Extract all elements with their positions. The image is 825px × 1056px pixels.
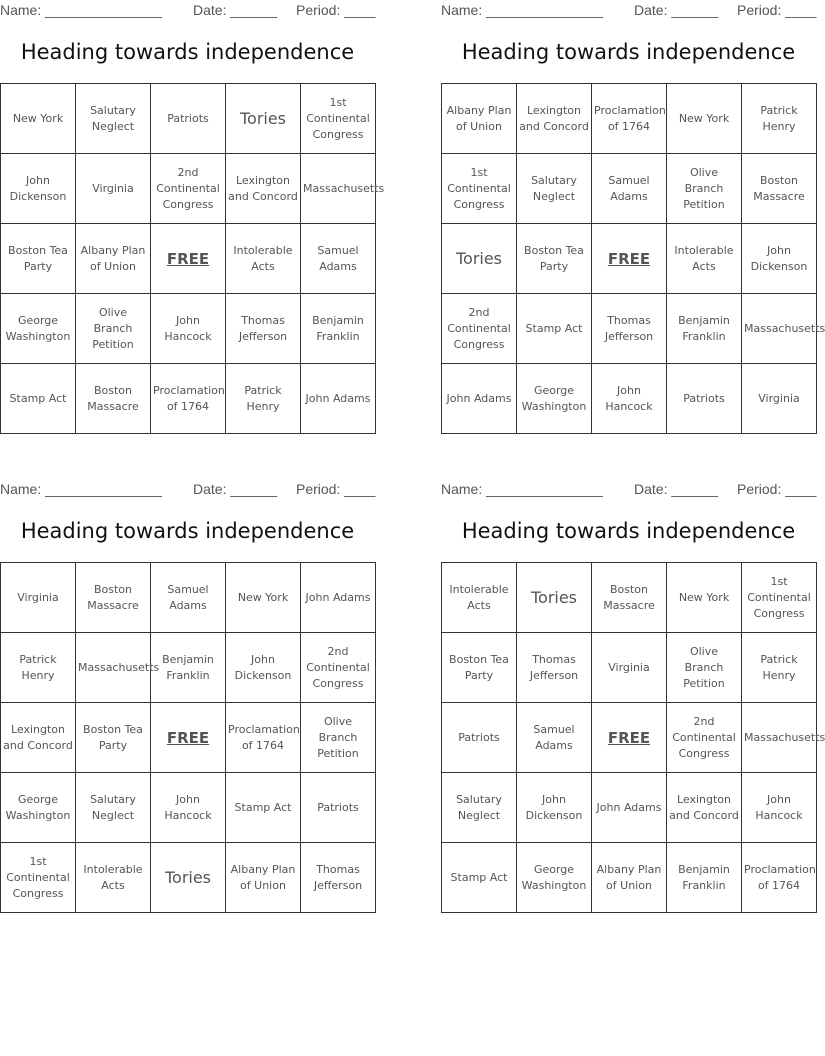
grid-row bbox=[1, 364, 376, 434]
bingo-cell: John Adams bbox=[592, 773, 667, 843]
grid-row bbox=[442, 364, 817, 434]
bingo-cell: Proclamation of 1764 bbox=[742, 843, 817, 913]
bingo-cell: Benjamin Franklin bbox=[151, 633, 226, 703]
bingo-cell: Albany Plan of Union bbox=[592, 843, 667, 913]
bingo-cell: Patriots bbox=[301, 773, 376, 843]
bingo-cell: Tories bbox=[517, 563, 592, 633]
bingo-cell: Benjamin Franklin bbox=[301, 294, 376, 364]
bingo-cell: 1st Continental Congress bbox=[301, 84, 376, 154]
bingo-cell: Patriots bbox=[442, 703, 517, 773]
card-title: Heading towards independence bbox=[461, 40, 796, 64]
bingo-cell: Salutary Neglect bbox=[442, 773, 517, 843]
bingo-cell: Tories bbox=[226, 84, 301, 154]
bingo-grid bbox=[441, 83, 825, 434]
bingo-cell: Samuel Adams bbox=[301, 224, 376, 294]
bingo-cell: John Adams bbox=[301, 563, 376, 633]
bingo-cell: Patrick Henry bbox=[226, 364, 301, 434]
bingo-grid bbox=[0, 562, 376, 913]
bingo-cell: Massachusetts bbox=[742, 294, 817, 364]
date-field-label: Date: ______ bbox=[193, 2, 278, 18]
bingo-cell: Albany Plan of Union bbox=[76, 224, 151, 294]
card-title: Heading towards independence bbox=[20, 40, 355, 64]
grid-row bbox=[1, 773, 376, 843]
bingo-cell: Tories bbox=[151, 843, 226, 913]
grid-row bbox=[442, 154, 817, 224]
bingo-cell: 2nd Continental Congress bbox=[301, 633, 376, 703]
bingo-cell: Patrick Henry bbox=[1, 633, 76, 703]
bingo-cell: Intolerable Acts bbox=[76, 843, 151, 913]
free-space-cell: FREE bbox=[592, 224, 667, 294]
bingo-cell: Patrick Henry bbox=[742, 633, 817, 703]
bingo-cell: Boston Tea Party bbox=[517, 224, 592, 294]
bingo-cell: 2nd Continental Congress bbox=[667, 703, 742, 773]
bingo-cell: Salutary Neglect bbox=[76, 84, 151, 154]
bingo-cell: Stamp Act bbox=[226, 773, 301, 843]
bingo-cell: Virginia bbox=[1, 563, 76, 633]
bingo-grid bbox=[0, 83, 385, 434]
grid-row bbox=[442, 843, 817, 913]
student-info-line bbox=[0, 481, 375, 499]
bingo-cell: John Dickenson bbox=[742, 224, 817, 294]
bingo-cell: Samuel Adams bbox=[592, 154, 667, 224]
bingo-cell: Boston Tea Party bbox=[76, 703, 151, 773]
bingo-cell: New York bbox=[1, 84, 76, 154]
bingo-cell: Albany Plan of Union bbox=[226, 843, 301, 913]
grid-row bbox=[1, 224, 376, 294]
bingo-cell: John Adams bbox=[301, 364, 376, 434]
name-field-label: Name: _______________ bbox=[441, 2, 603, 18]
bingo-cell: New York bbox=[667, 563, 742, 633]
bingo-cell: Olive Branch Petition bbox=[76, 294, 151, 364]
date-field-label: Date: ______ bbox=[634, 2, 719, 18]
bingo-cell: 2nd Continental Congress bbox=[151, 154, 226, 224]
bingo-cell: Intolerable Acts bbox=[226, 224, 301, 294]
student-info-line bbox=[441, 2, 816, 20]
bingo-cell: Virginia bbox=[76, 154, 151, 224]
bingo-cell: 2nd Continental Congress bbox=[442, 294, 517, 364]
name-field-label: Name: _______________ bbox=[0, 481, 162, 497]
bingo-cell: Patriots bbox=[667, 364, 742, 434]
grid-row bbox=[442, 773, 817, 843]
bingo-cell: Albany Plan of Union bbox=[442, 84, 517, 154]
bingo-cell: 1st Continental Congress bbox=[442, 154, 517, 224]
bingo-cell: George Washington bbox=[1, 773, 76, 843]
name-field-label: Name: _______________ bbox=[441, 481, 603, 497]
grid-row bbox=[1, 84, 376, 154]
grid-row bbox=[1, 633, 376, 703]
bingo-cell: Massachusetts bbox=[301, 154, 376, 224]
grid-row bbox=[1, 154, 376, 224]
period-field-label: Period: ____ bbox=[737, 2, 817, 18]
grid-row bbox=[442, 563, 817, 633]
bingo-cell: Boston Massacre bbox=[76, 364, 151, 434]
bingo-cell: Benjamin Franklin bbox=[667, 843, 742, 913]
bingo-cell: John Dickenson bbox=[226, 633, 301, 703]
bingo-cell: George Washington bbox=[1, 294, 76, 364]
bingo-grid bbox=[441, 562, 825, 913]
date-field-label: Date: ______ bbox=[634, 481, 719, 497]
grid-row bbox=[442, 703, 817, 773]
bingo-cell: Stamp Act bbox=[442, 843, 517, 913]
grid-row bbox=[1, 563, 376, 633]
free-space-cell: FREE bbox=[151, 224, 226, 294]
grid-row bbox=[1, 703, 376, 773]
bingo-cell: Boston Massacre bbox=[76, 563, 151, 633]
bingo-cell: Olive Branch Petition bbox=[301, 703, 376, 773]
bingo-cell: New York bbox=[667, 84, 742, 154]
bingo-cell: Thomas Jefferson bbox=[301, 843, 376, 913]
bingo-cell: Intolerable Acts bbox=[667, 224, 742, 294]
bingo-cell: Patriots bbox=[151, 84, 226, 154]
bingo-cell: John Hancock bbox=[151, 773, 226, 843]
bingo-cell: John Hancock bbox=[151, 294, 226, 364]
card-title: Heading towards independence bbox=[461, 519, 796, 543]
bingo-cell: Salutary Neglect bbox=[517, 154, 592, 224]
student-info-line bbox=[441, 481, 816, 499]
name-field-label: Name: _______________ bbox=[0, 2, 162, 18]
bingo-cell: Boston Massacre bbox=[592, 563, 667, 633]
bingo-cell: Thomas Jefferson bbox=[517, 633, 592, 703]
bingo-cell: John Hancock bbox=[592, 364, 667, 434]
bingo-cell: Intolerable Acts bbox=[442, 563, 517, 633]
bingo-cell: George Washington bbox=[517, 364, 592, 434]
bingo-cell: Lexington and Concord bbox=[517, 84, 592, 154]
bingo-cell: Proclamation of 1764 bbox=[226, 703, 301, 773]
bingo-cell: Lexington and Concord bbox=[226, 154, 301, 224]
bingo-cell: George Washington bbox=[517, 843, 592, 913]
bingo-cell: Boston Tea Party bbox=[442, 633, 517, 703]
free-space-cell: FREE bbox=[151, 703, 226, 773]
bingo-cell: Stamp Act bbox=[1, 364, 76, 434]
grid-row bbox=[442, 633, 817, 703]
date-field-label: Date: ______ bbox=[193, 481, 278, 497]
bingo-cell: Proclamation of 1764 bbox=[151, 364, 226, 434]
bingo-cell: Massachusetts bbox=[742, 703, 817, 773]
bingo-cell: Thomas Jefferson bbox=[592, 294, 667, 364]
period-field-label: Period: ____ bbox=[296, 481, 376, 497]
bingo-cell: Tories bbox=[442, 224, 517, 294]
grid-row bbox=[1, 843, 376, 913]
bingo-cell: Boston Massacre bbox=[742, 154, 817, 224]
bingo-cell: Lexington and Concord bbox=[1, 703, 76, 773]
bingo-cell: 1st Continental Congress bbox=[1, 843, 76, 913]
bingo-cell: Samuel Adams bbox=[517, 703, 592, 773]
bingo-cell: Samuel Adams bbox=[151, 563, 226, 633]
bingo-cell: 1st Continental Congress bbox=[742, 563, 817, 633]
bingo-cell: Thomas Jefferson bbox=[226, 294, 301, 364]
bingo-cell: Proclamation of 1764 bbox=[592, 84, 667, 154]
bingo-cell: Boston Tea Party bbox=[1, 224, 76, 294]
bingo-cell: John Dickenson bbox=[517, 773, 592, 843]
free-space-cell: FREE bbox=[592, 703, 667, 773]
bingo-cell: Benjamin Franklin bbox=[667, 294, 742, 364]
bingo-cell: Olive Branch Petition bbox=[667, 154, 742, 224]
grid-row bbox=[1, 294, 376, 364]
bingo-cell: Salutary Neglect bbox=[76, 773, 151, 843]
grid-row bbox=[442, 84, 817, 154]
bingo-cell: New York bbox=[226, 563, 301, 633]
student-info-line bbox=[0, 2, 375, 20]
bingo-cell: Lexington and Concord bbox=[667, 773, 742, 843]
bingo-cell: John Hancock bbox=[742, 773, 817, 843]
bingo-cell: Virginia bbox=[742, 364, 817, 434]
bingo-cell: John Dickenson bbox=[1, 154, 76, 224]
bingo-cell: Virginia bbox=[592, 633, 667, 703]
bingo-cell: Patrick Henry bbox=[742, 84, 817, 154]
bingo-cell: Stamp Act bbox=[517, 294, 592, 364]
period-field-label: Period: ____ bbox=[737, 481, 817, 497]
card-title: Heading towards independence bbox=[20, 519, 355, 543]
grid-row bbox=[442, 224, 817, 294]
bingo-cell: Olive Branch Petition bbox=[667, 633, 742, 703]
grid-row bbox=[442, 294, 817, 364]
bingo-cell: Massachusetts bbox=[76, 633, 151, 703]
period-field-label: Period: ____ bbox=[296, 2, 376, 18]
bingo-cell: John Adams bbox=[442, 364, 517, 434]
